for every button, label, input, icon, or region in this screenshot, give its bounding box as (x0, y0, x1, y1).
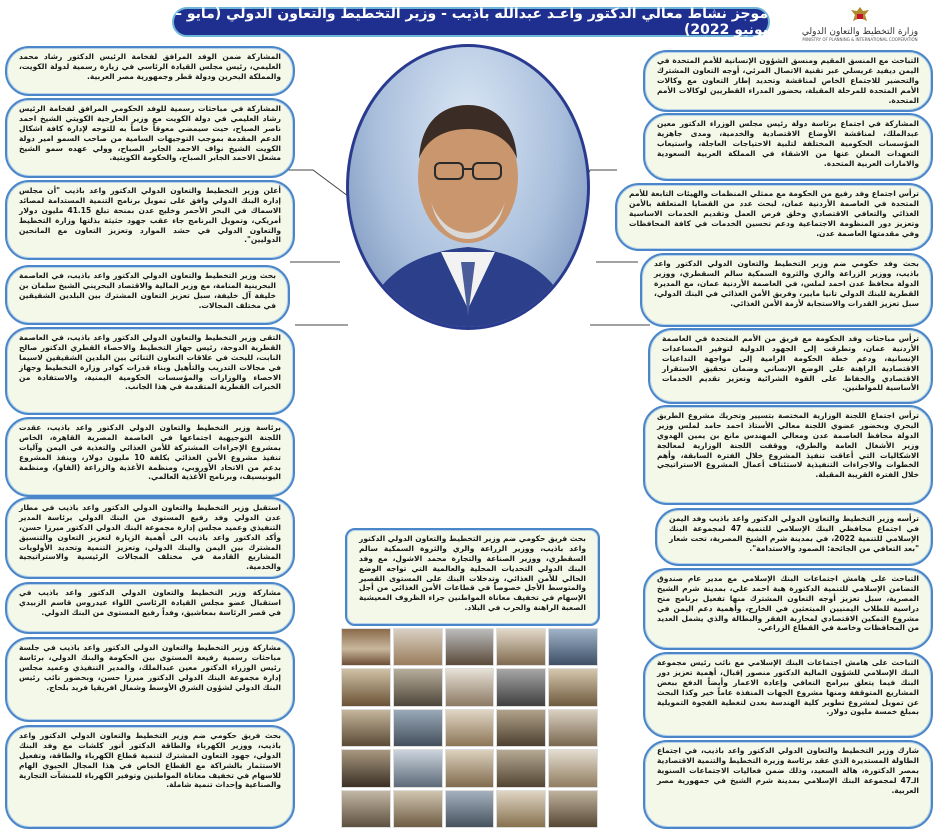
collage-photo (341, 749, 391, 787)
collage-photo (496, 628, 546, 666)
collage-photo (393, 628, 443, 666)
right-item-1: التباحث مع المنسق المقيم ومنسق الشؤون الإنسانية للأمم المتحدة في اليمن ديفيد غريسلي عبر تقنية الاتصال المرئي، أوجه التعاون المشترك والتحضير للاجتماع الخاص لمناقشة وتحديد إطار التعاون مع وكالات الأمم المتحدة للمرحلة المقبلة، بحضور المدراء القطريين لوكالات الأمم المتحدة. (643, 50, 933, 112)
collage-photo (445, 790, 495, 828)
right-item-5: ترأس مباحثات وفد الحكومة مع فريق من الأمم المتحدة في العاصمة الأردنية عمان، وتطرقت إلى الجهود الدولية لتوفير المساعدات الإنسانية، ودعم خطة الحكومة الرامية إلى مواجهة التداعيات الاقتصادية الراهنة على الوضع الإنساني وضمان تحقيق الاستقرار الاقتصادي والحفاظ على القوة الشرائية وتعزيز تقديم الخدمات الأساسية للمواطنين. (648, 328, 933, 404)
right-item-3: ترأس اجتماع وفد رفيع من الحكومة مع ممثلي المنظمات والهيئات التابعة للأمم المتحدة في العاصمة الأردنية عمان، لبحث عدد من القضايا المتعلقة بالأمن الغذائي والتعافي الاقتصادي وخلق فرص العمل وتقديم الخدمات الاساسية وتعزيز دور المنظومة الاجتماعية ودعم تحسين الخدمات في كافة المحافظات وفي مقدمتها العاصمة عدن. (615, 183, 933, 251)
collage-photo (445, 668, 495, 706)
left-item-10: بحث فريق حكومي ضم وزير التخطيط والتعاون الدولي الدكتور واعد باذيب، ووزير الكهرباء والطاقة الدكتور أنور كلشات مع وفد البنك الدولي، جهود التعاون المشترك لتنمية قطاع الكهرباء والطاقة، وتفعيل الاستثمار بالشراكة مع القطاع الخاص في هذا المجال الحيوي الهام للاسهام في تخفيف معاناة المواطنين وتوفير الكهرباء للمنشآت التجارية والصناعية وإحداث تنمية شاملة. (5, 725, 295, 829)
right-item-6: ترأس اجتماع اللجنة الوزارية المختصة بتسيير وتحريك مشروع الطريق البحري وبحضور عضوي اللجنة معالي الأستاذ احمد حامد لملس وزير الدولة محافظ العاصمة عدن ومعالي المهندس مانع بن يمين الهدوي وزير الأشغال العامة والطرق، ووقفت اللجنة الوزارية لمعالجة الاشكاليات التي أعاقت تنفيذ المشروع خلال الفترة السابقة، وأهم الخطوات والاجراءات التنفيذية لاستئناف أعمال المشروع الاستراتيجي خلال الفترة القريبة المقبلة. (643, 405, 933, 505)
logo-subtitle: MINISTRY OF PLANNING & INTERNATIONAL COOPERATION (802, 37, 918, 42)
right-item-4: بحث وفد حكومي ضم وزير التخطيط والتعاون الدولي الدكتور واعد باذيب، ووزير الزراعة والري والثروة السمكية سالم السقطري، ووزير الدولة محافظ عدن احمد لملس، في العاصمة الأردنية عمان، مع المديرة القطرية للبنك الدولي تانيا مايير، وفريق الأمن الغذائي في البنك الدولي، سبل تعزيز القدرات والاستجابة لأزمة الأمن الغذائي. (640, 253, 933, 327)
collage-photo (393, 790, 443, 828)
collage-photo (496, 709, 546, 747)
right-item-8: التباحث على هامش اجتماعات البنك الإسلامي مع مدير عام صندوق التضامن الإسلامي للتنمية الدكتورة هبة احمد علي، بمدينة شرم الشيخ المصرية، سبل تعزيز أوجه التعاون المشترك منها تفعيل برنامج منح دراسية للطلاب اليمنيين المبتعثين في الخارج، وأهمية دعم اليمن في مشروع التمكين الاقتصادي لمحاربة الفقر والبطالة والذي يشمل العديد من المحافظات وخاصة في القطاع الزراعي. (643, 568, 933, 650)
collage-photo (496, 790, 546, 828)
collage-photo (445, 628, 495, 666)
left-item-8: مشاركة وزير التخطيط والتعاون الدولي الدكتور واعد باذيب في استقبال عضو مجلس القيادة الرئاسي اللواء عيدروس قاسم الزبيدي في قصر الرئاسة بمعاشيق، وفداً رفيع المستوى من البنك الدولي. (5, 582, 295, 634)
collage-photo (548, 790, 598, 828)
collage-photo (393, 709, 443, 747)
logo-title: وزارة التخطيط والتعاون الدولي (801, 27, 919, 37)
collage-photo (341, 709, 391, 747)
collage-photo (548, 668, 598, 706)
collage-photo (445, 749, 495, 787)
page-title: موجز نشاط معالي الدكتور واعـد عبدالله باذيب - وزير التخطيط والتعاون الدولي (مايو – يونيو 2022) (172, 7, 770, 37)
minister-portrait (346, 44, 590, 330)
left-item-4: بحث وزير التخطيط والتعاون الدولي الدكتور واعد باذيب، في العاصمة البحرينية المنامة، مع وزير المالية والاقتصاد البحريني الشيخ سلمان بن خليفة آل خليفة، سبل تعزيز التعاون المشترك بين البلدين الشقيقين في مختلف المجالات. (5, 265, 290, 325)
collage-photo (393, 668, 443, 706)
collage-photo (393, 749, 443, 787)
collage-photo (341, 628, 391, 666)
right-item-7: ترأسه وزير التخطيط والتعاون الدولي الدكتور واعد باذيب وفد اليمن في اجتماع محافظي البنك الإسلامي للتنمية 47 لمجموعة البنك الإسلامي للتنمية 2022، في بمدينة شرم الشيخ المصرية، تحت شعار "بعد التعافي من الجائحة: الصمود والاستدامة". (655, 508, 933, 566)
collage-photo (496, 749, 546, 787)
right-item-9: التباحث على هامش اجتماعات البنك الإسلامي مع نائب رئيس مجموعة البنك الإسلامي للشؤون المالية الدكتور منصور إقبال، أهمية تعزيز دور البنك فيما يتعلق ببرامج التعافي وإعادة الاعمار وأيضاً الدفع ببعض المشاريع المتوقفة ومنها مشروع الجهات المنفذة عاماً خير وكذا البحث عن تمويل لمشروع تطوير كلية الهندسة بعدن لتغطية الفجوة التمويلية بمبلغ خمسة مليون دولار. (643, 652, 933, 738)
center-item: بحث فريق حكومي ضم وزير التخطيط والتعاون الدولي الدكتور واعد باذيب، ووزير الزراعة والري والثروة السمكية سالم السقطري، ووزير الصناعة والتجارة محمد الاشول، مع وفد البنك الدولي التحديات المحلية والعالمية التي تواجه الوضع الحالي للأمن الغذائي، وتدخلات البنك على المستوى القصير والمتوسط الأجل خصوصاً في قطاعات الأمن الغذائي من أجل الإسهام في تخفيف معاناة المواطنين جراء الظروف المعيشية الصعبة الراهنة والحرب في البلاد. (345, 528, 600, 626)
collage-photo (445, 709, 495, 747)
collage-photo (496, 668, 546, 706)
collage-photo (548, 709, 598, 747)
left-item-9: مشاركة وزير التخطيط والتعاون الدولي الدكتور واعد باذيب في جلسة مباحثات رسمية رفيعة المستوى بين الحكومة والبنك الدولي، برئاسة رئيس الوزراء الدكتور معين عبدالملك، والمدير التنفيذي وعميد مجلس إدارة مجموعة البنك الدولي الدكتور ميرزا حسن، وبحضور نائب رئيس البنك الدولي لشؤون الشرق الأوسط وشمال افريقيا فريد بلحاج. (5, 637, 295, 722)
portrait-figure (349, 47, 587, 327)
left-item-5: التقى وزير التخطيط والتعاون الدولي الدكتور واعد باذيب، في العاصمة القطرية الدوحة، رئيس جهاز التخطيط والاحصاء القطري الدكتور صالح النابت، للبحث في علاقات التعاون الثنائي بين البلدين الشقيقين لاسيما في مجالات التدريب والتأهيل وبناء قدرات كوادر وزارة التخطيط وجهاز الاحصاء والوزارات والمؤسسات الحكومية اليمنية، والاستفادة من الخبرات القطرية المتقدمة في هذا الجانب. (5, 327, 295, 415)
collage-photo (548, 628, 598, 666)
collage-photo (341, 668, 391, 706)
right-item-10: شارك وزير التخطيط والتعاون الدولي الدكتور واعد باذيب، في اجتماع الطاولة المستديرة الذي عقد برئاسة وزيرة التخطيط والتنمية الاقتصادية بمصر الدكتورة، هالة السعيد، وذلك ضمن فعاليات الاجتماعات السنوية الـ47 لمجموعة البنك الإسلامي بمدينة شرم الشيخ في جمهورية مصر العربية. (643, 740, 933, 829)
collage-photo (548, 749, 598, 787)
collage-photo (341, 790, 391, 828)
right-item-2: المشاركة في اجتماع برئاسة دولة رئيس مجلس الوزراء الدكتور معين عبدالملك، لمناقشة الأوضاع الاقتصادية والخدمية، ومدى جاهزية المؤسسات الحكومية المختلفة لتلبية الاحتياجات العاجلة، واستيعاب التعهدات المعلن عنها من الاشقاء في المملكة العربية السعودية والامارات العربية المتحدة. (643, 113, 933, 181)
photo-collage (341, 628, 598, 828)
left-item-6: برئاسة وزير التخطيط والتعاون الدولي الدكتور واعد باذيب، عقدت اللجنة التوجيهية اجتماعها في العاصمة المصرية القاهرة، الخاص بمشروع الإجراءات المشتركة للأمن الغذائي والتغذية في اليمن وآليات تنفيذ مشروع الأمن الغذائي بكلفة 10 مليون دولار، وينفذ المشروع بدعم من الاتحاد الأوروبي، ومنظمة الأغذية والزراعة (الفاو)، ومنظمة اليونيسيف، وبرنامج الأغذية العالمي. (5, 417, 295, 497)
left-item-1: المشاركة ضمن الوفد المرافق لفخامة الرئيس الدكتور رشاد محمد العليمي، رئيس مجلس القيادة الرئاسي في زيارة رسمية لدولة الكويت، والمملكة البحرين ودولة قطر وجمهورية مصر العربية. (5, 46, 295, 96)
left-item-7: استقبل وزير التخطيط والتعاون الدولي الدكتور واعد باذيب في مطار عدن الدولي وفد رفيع المستوى من البنك الدولي برئاسة المدير التنفيذي وعميد مجلس إدارة مجموعة البنك الدولي الدكتور ميرزا حسن، وأكد الدكتور واعد باذيب الى أهمية الزيارة لتعزيز التعاون والتنسيق المشترك بين اليمن والبنك الدولي، وتعزيز التنمية وتحديد الأولويات المشاريع القادمة في مختلف المجالات الرئيسية والاستراتيجية والخدمية. (5, 497, 295, 579)
left-item-2: المشاركة في مباحثات رسمية للوفد الحكومي المرافق لفخامة الرئيس رشاد العليمي في دولة الكويت مع وزير الخارجية الكويتي الشيخ احمد ناصر الصباح، حيث سيمضي معوقاً خاصاً به للتوجه لإدارة كافة اشكال الدعم المقدمة بموجب التوجيهات السامية من صاحب السمو امير دولة الكويت الشيخ نواف الاحمد الجابر الصباح، وولي عهده سمو الشيخ مشعل الاحمد الجابر الصباح، والحكومة الكويتية. (5, 98, 295, 178)
left-item-3: أعلن وزير التخطيط والتعاون الدولي الدكتور واعد باذيب "أن مجلس إدارة البنك الدولي وافق على تمويل برنامج التنمية المستدامة لمصائد الاسماك في البحر الأحمر وخليج عدن بمنحة تبلغ 41.15 مليون دولار أمريكي، وتمويل البرنامج جاء عقب جهود حثيثة بذلتها وزارة التخطيط والتعاون الدولي في حشد الموارد وتعزيز التعاون مع المانحين الدوليين". (5, 180, 295, 260)
